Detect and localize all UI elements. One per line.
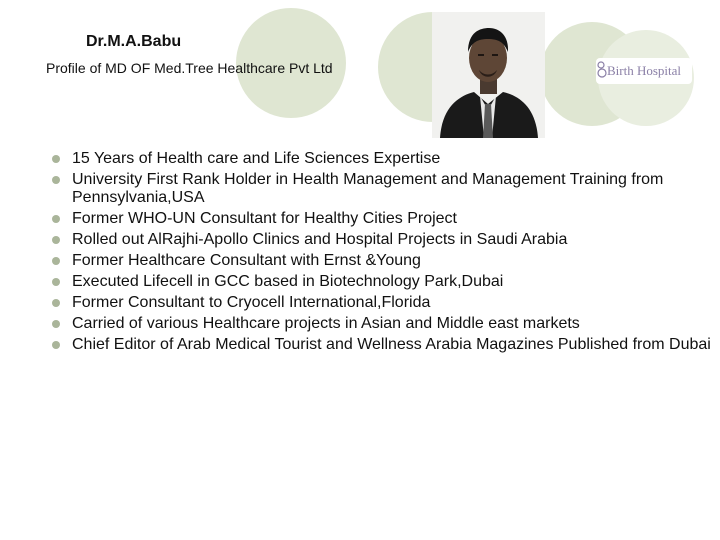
list-item (52, 294, 712, 312)
bullet-icon (52, 299, 60, 307)
list-item-text: Carried of various Healthcare projects in Asian and Middle east markets (72, 315, 580, 332)
list-item-text: Chief Editor of Arab Medical Tourist and Wellness Arabia Magazines Published from Dubai (72, 336, 711, 353)
bullet-icon (52, 215, 60, 223)
list-item-text: Rolled out AlRajhi-Apollo Clinics and Hospital Projects in Saudi Arabia (72, 231, 568, 248)
profile-points-list (52, 150, 712, 357)
list-item-text: Former Healthcare Consultant with Ernst &Young (72, 252, 421, 269)
list-item-text: Executed Lifecell in GCC based in Biotechnology Park,Dubai (72, 273, 504, 290)
bullet-icon (52, 257, 60, 265)
bullet-icon (52, 155, 60, 163)
bullet-icon (52, 278, 60, 286)
list-item-text: University First Rank Holder in Health Management and Management Training from Pennsylvania,USA (72, 171, 664, 206)
bullet-icon (52, 176, 60, 184)
bullet-icon (52, 320, 60, 328)
birth-hospital-logo (596, 58, 692, 84)
logo-text: Birth Hospital (607, 63, 682, 78)
page-title: Dr.M.A.Babu (86, 33, 182, 50)
bullet-icon (52, 341, 60, 349)
page-subtitle: Profile of MD OF Med.Tree Healthcare Pvt Ltd (46, 60, 333, 76)
list-item-text: Former WHO-UN Consultant for Healthy Cities Project (72, 210, 457, 227)
list-item (52, 150, 712, 168)
list-item (52, 336, 712, 354)
portrait-photo (432, 12, 545, 138)
bullet-icon (52, 236, 60, 244)
list-item (52, 252, 712, 270)
list-item (52, 315, 712, 333)
list-item (52, 171, 712, 207)
list-item-text: Former Consultant to Cryocell International,Florida (72, 294, 431, 311)
list-item (52, 273, 712, 291)
list-item (52, 231, 712, 249)
list-item-text: 15 Years of Health care and Life Sciences Expertise (72, 150, 441, 167)
list-item (52, 210, 712, 228)
